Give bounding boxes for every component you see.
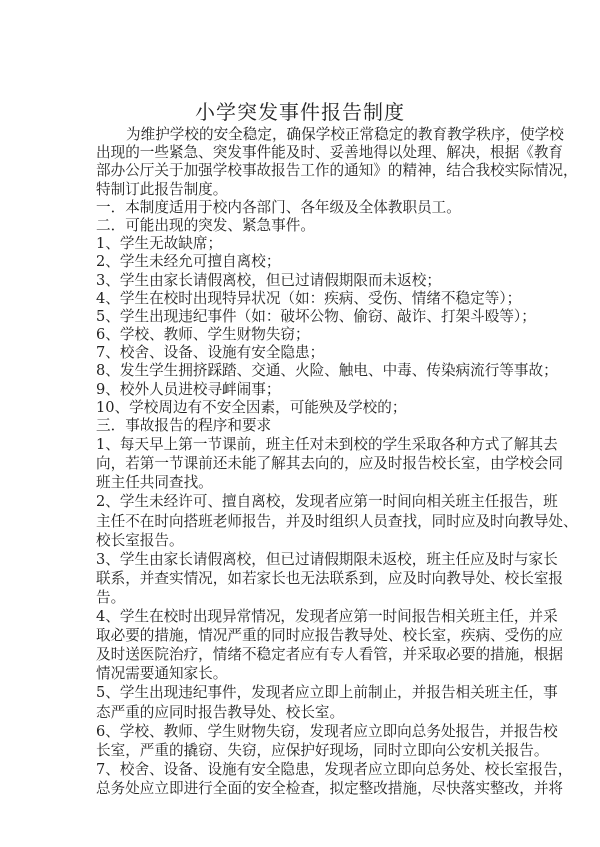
text-line: 主任不在时向搭班老师报告，并及时组织人员查找，同时应及时向教导处、	[96, 512, 578, 530]
list-item: 9、校外人员进校寻衅闹事；	[96, 380, 281, 398]
procedure-item	[96, 492, 578, 549]
list-item: 2、学生未经允可擅自离校；	[96, 253, 281, 271]
text-line: 特制订此报告制度。	[96, 180, 228, 198]
list-item: 1、学生无故缺席；	[96, 235, 223, 253]
list-item: 8、发生学生拥挤踩踏、交通、火险、触电、中毒、传染病流行等事故；	[96, 362, 558, 380]
text-line: 为维护学校的安全稳定，确保学校正常稳定的教育教学秩序，使学校	[126, 126, 564, 143]
procedure-item	[96, 550, 564, 607]
text-line: 1、每天早上第一节课前，班主任对未到校的学生采取各种方式了解其去	[96, 436, 558, 454]
text-line: 校长室报告。	[96, 531, 184, 549]
document-body	[96, 126, 578, 798]
text-line: 向，若第一节课前还未能了解其去向的，应及时报告校长室，由学校会同	[96, 455, 564, 473]
text-line: 情况需要通知家长。	[96, 665, 228, 683]
text-line: 出现的一些紧急、突发事件能及时、妥善地得以处理、解决，根据《教育	[96, 144, 564, 162]
section-3-list	[96, 435, 578, 798]
procedure-item	[96, 683, 558, 721]
text-line: 及时送医院治疗，情绪不稳定者应有专人看管，并采取必要的措施，根据	[96, 646, 564, 664]
procedure-item	[96, 435, 564, 492]
text-line: 6、学校、教师、学生财物失窃，发现者应立即向总务处报告，并报告校	[96, 722, 558, 740]
section-2-list	[96, 235, 558, 417]
section-1: 一．本制度适用于校内各部门、各年级及全体教职员工。	[96, 198, 461, 216]
text-line: 3、学生由家长请假离校，但已过请假期限未返校，班主任应及时与家长	[96, 550, 558, 568]
text-line: 部办公厅关于加强学校事故报告工作的通知》的精神，结合我校实际情况，	[96, 162, 578, 180]
section-3-heading: 三．事故报告的程序和要求	[96, 417, 272, 434]
text-line: 联系，并查实情况，如若家长也无法联系到，应及时向教导处、校长室报	[96, 569, 564, 587]
procedure-item	[96, 760, 573, 798]
list-item: 7、校舍、设备、设施有安全隐患；	[96, 344, 325, 362]
text-line: 7、校舍、设备、设施有安全隐患，发现者应立即向总务处、校长室报告，	[96, 760, 573, 778]
text-line: 长室，严重的撬窃、失窃，应保护好现场，同时立即向公安机关报告。	[96, 741, 549, 759]
intro-paragraph	[96, 126, 578, 199]
procedure-item	[96, 607, 564, 683]
text-line: 态严重的应同时报告教导处、校长室。	[96, 703, 345, 721]
section-2-heading: 二．可能出现的突发、紧急事件。	[96, 216, 315, 234]
document-title: 小学突发事件报告制度	[195, 100, 405, 124]
list-item: 10、学校周边有不安全因素，可能殃及学校的；	[96, 398, 407, 416]
text-line: 班主任共同查找。	[96, 474, 213, 492]
list-item: 5、学生出现违纪事件（如：破坏公物、偷窃、敲诈、打架斗殴等）；	[96, 307, 536, 325]
text-line: 告。	[96, 588, 126, 606]
list-item: 3、学生由家长请假离校，但已过请假期限而未返校；	[96, 271, 441, 289]
procedure-item	[96, 722, 558, 760]
text-line: 2、学生未经许可、擅自离校，发现者应第一时间向相关班主任报告，班	[96, 493, 558, 511]
text-line: 总务处应立即进行全面的安全检查，拟定整改措施，尽快落实整改，并将	[96, 779, 564, 797]
text-line: 4、学生在校时出现异常情况，发现者应第一时间报告相关班主任，并采	[96, 608, 558, 626]
list-item: 4、学生在校时出现特异状况（如：疾病、受伤、情绪不稳定等）；	[96, 289, 522, 307]
text-line: 取必要的措施，情况严重的同时应报告教导处、校长室，疾病、受伤的应	[96, 627, 564, 645]
list-item: 6、学校、教师、学生财物失窃；	[96, 326, 310, 344]
text-line: 5、学生出现违纪事件，发现者应立即上前制止，并报告相关班主任，事	[96, 684, 558, 702]
